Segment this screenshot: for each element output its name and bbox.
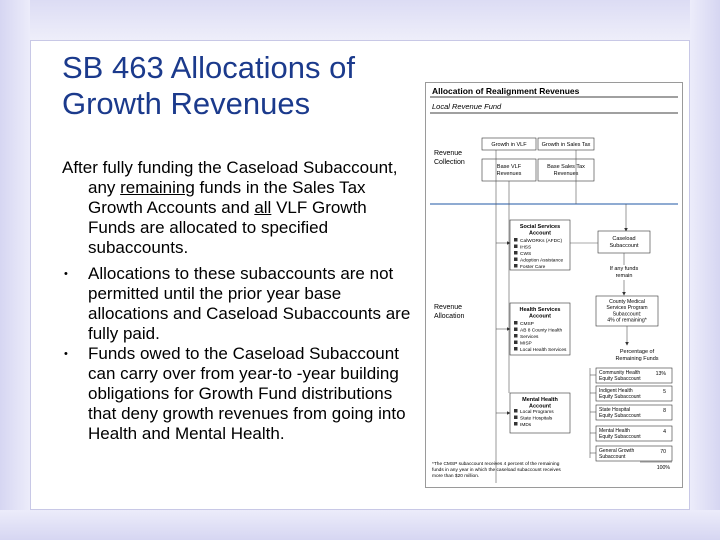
base-sales-tax-line-2: Revenues <box>553 171 579 177</box>
account-item: IMDs <box>520 423 532 428</box>
item-bullet-icon <box>514 409 518 413</box>
bullet-item <box>62 344 412 444</box>
slide-title: SB 463 Allocations of Growth Revenues <box>62 50 355 121</box>
subaccount-name: Community Health Equity Subaccount <box>599 370 641 382</box>
if-any-funds-line-2: remain <box>615 273 633 279</box>
growth-sales-tax-label: Growth in Sales Tax <box>541 142 591 148</box>
intro-text-end: VLF Growth Funds are allocated to specified subaccounts. <box>88 198 367 257</box>
footnote-line-1: *The CMSP subaccount receives 4 percent of the remaining <box>432 462 560 467</box>
intro-text-start: After fully funding the Caseload Subaccount, any <box>62 158 398 197</box>
slide-border-left <box>0 0 30 540</box>
allocation-diagram <box>426 83 682 487</box>
subaccount-percent: 8 <box>663 408 666 414</box>
bullet-dot-icon: • <box>64 268 68 280</box>
caseload-line-2: Subaccount <box>609 243 639 249</box>
account-item: Adoption Assistance <box>520 258 564 264</box>
item-bullet-icon <box>514 334 518 338</box>
footnote-line-3: more than $20 million. <box>432 474 480 479</box>
bullet-text: Funds owed to the Caseload Subaccount can carry over from year-to -year building obligations for Growth Fund distributions that deny growth revenues from going into Health and Mental Health. <box>88 344 406 443</box>
account-item: Services <box>520 335 539 340</box>
subaccount-table <box>590 368 672 471</box>
county-medical-line-3: Subaccount: <box>612 311 642 318</box>
percentage-line-2: Remaining Funds <box>615 356 659 362</box>
account-item: Foster Care <box>520 265 546 270</box>
if-any-funds-line-1: If any funds <box>609 266 639 272</box>
county-medical-line-4: 4% of remaining* <box>607 317 647 324</box>
bullet-list <box>62 264 412 444</box>
subaccount-percent: 70 <box>660 449 666 455</box>
revenue-allocation-label <box>434 304 464 320</box>
intro-text-middle: funds in the Sales Tax Growth Accounts and <box>88 178 366 217</box>
subaccount-total: 100% <box>656 465 670 471</box>
account-item: Local Programs <box>520 410 554 415</box>
item-bullet-icon <box>514 341 518 345</box>
figure-footnote <box>432 461 561 479</box>
mental-health-title-line-2: Account <box>529 403 551 410</box>
footnote-line-2: funds in any year in which the caseload subaccount receives <box>432 468 561 473</box>
item-bullet-icon <box>514 347 518 351</box>
growth-vlf-label: Growth in VLF <box>491 142 527 148</box>
base-vlf-label <box>497 164 522 177</box>
item-bullet-icon <box>514 328 518 332</box>
item-bullet-icon <box>514 416 518 420</box>
bullet-text: Allocations to these subaccounts are not permitted until the prior year base allocations and Caseload Subaccounts are fully paid. <box>88 264 411 343</box>
subaccount-name: State Hospital Equity Subaccount <box>599 407 641 419</box>
slide-border-right <box>690 0 720 540</box>
item-bullet-icon <box>514 251 518 255</box>
intro-paragraph <box>62 158 412 258</box>
item-bullet-icon <box>514 238 518 242</box>
revenue-collection-line-2: Collection <box>434 159 465 166</box>
figure-subtitle: Local Revenue Fund <box>432 102 502 111</box>
account-item: CalWORKs (AFDC) <box>520 239 563 244</box>
item-bullet-icon <box>514 258 518 262</box>
account-item: CWS <box>520 252 532 257</box>
item-bullet-icon <box>514 264 518 268</box>
base-vlf-line-2: Revenues <box>496 171 522 177</box>
bullet-item <box>62 264 412 344</box>
revenue-collection-label <box>434 150 465 166</box>
caseload-box <box>598 231 650 253</box>
account-item: CMSP <box>520 322 534 327</box>
subaccount-percent: 5 <box>663 389 666 395</box>
percentage-label <box>615 349 658 362</box>
revenue-collection-line-1: Revenue <box>434 150 463 157</box>
account-item: MISP <box>520 341 532 347</box>
subaccount-name: General Growth Subaccount <box>599 448 635 460</box>
subaccount-name: Indigent Health Equity Subaccount <box>599 388 641 400</box>
mental-health-title-line-1: Mental Health <box>522 397 558 403</box>
subaccount-percent: 4 <box>663 429 666 435</box>
health-services-title-line-1: Health Services <box>519 307 561 313</box>
intro-underlined-all: all <box>254 198 272 217</box>
base-vlf-box <box>482 159 536 181</box>
revenue-allocation-line-1: Revenue <box>434 304 463 311</box>
account-item: AB 8 County Health <box>520 328 563 334</box>
bullet-dot-icon: • <box>64 348 68 360</box>
social-services-title-line-2: Account <box>529 230 551 237</box>
slide-border-top <box>0 0 720 40</box>
figure-title: Allocation of Realignment Revenues <box>432 86 580 96</box>
percentage-line-1: Percentage of <box>619 349 655 355</box>
base-vlf-line-1: Base VLF <box>496 164 522 170</box>
caseload-line-1: Caseload <box>612 236 636 242</box>
revenue-allocation-line-2: Allocation <box>434 313 465 320</box>
base-sales-tax-box <box>538 159 594 181</box>
subaccount-name: Mental Health Equity Subaccount <box>599 428 641 440</box>
slide-body <box>62 158 412 444</box>
caseload-label <box>609 236 639 249</box>
account-item: Local Health Services <box>520 348 567 353</box>
county-medical-line-2: Services Program <box>606 305 648 312</box>
item-bullet-icon <box>514 321 518 325</box>
item-bullet-icon <box>514 245 518 249</box>
county-medical-line-1: County Medical <box>609 299 645 305</box>
allocation-figure <box>425 82 683 488</box>
slide-border-bottom <box>0 510 720 540</box>
intro-underlined-remaining: remaining <box>120 178 195 197</box>
item-bullet-icon <box>514 422 518 426</box>
account-item: IHSS <box>520 245 532 251</box>
if-any-funds-label <box>610 266 639 279</box>
account-item: State Hospitals <box>520 416 553 422</box>
subaccount-percent: 13% <box>655 371 666 377</box>
base-sales-tax-line-1: Base Sales Tax <box>547 164 585 170</box>
health-services-title-line-2: Account <box>529 313 551 320</box>
social-services-title-line-1: Social Services <box>519 224 561 230</box>
